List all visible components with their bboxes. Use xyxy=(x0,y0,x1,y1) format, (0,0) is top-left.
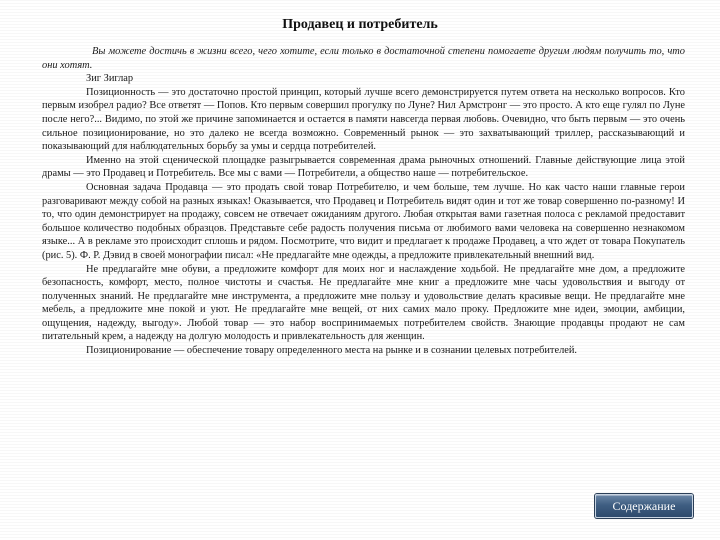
paragraph: Зиг Зиглар xyxy=(86,73,134,85)
paragraph: Именно на этой сценической площадке разыгрывается современная драма рыночных отношений. Главные действующие лица этой драмы — это Продавец и Потребитель. Все мы с вами — Потребители, а общество наше — потребительское. xyxy=(42,154,685,180)
paragraph: Позиционирование — обеспечение товару определенного места на рынке и в сознании целевых потребителей. xyxy=(86,345,578,357)
body-text xyxy=(42,45,685,358)
page-title: Продавец и потребитель xyxy=(282,17,438,32)
contents-button[interactable]: Содержание xyxy=(595,494,693,518)
paragraph: Позиционность — это достаточно простой принцип, который лучше всего демонстрируется путем ответа на несколько вопросов. Кто первым изобрел радио? Все ответят — Попов. Кто первым совершил прогулку по Луне? Нил Армстронг — это просто. А кто еще гулял по Луне после него?... Видимо, по этой же причине запоминается и остается в памяти навсегда первая любовь. Очевидно, что быть первым — это очень сильное позиционирование, но это далеко не всегда возможно. Современный рынок — это захватывающий триллер, рассказывающий и показывающий для наблюдательных борьбу за умы и сердца потребителей. xyxy=(42,86,685,153)
paragraph: Не предлагайте мне обуви, а предложите комфорт для моих ног и наслаждение ходьбой. Не предлагайте мне дом, а предложите безопасность, комфорт, место, полное чистоты и счастья. Не предлагайте мне книг а предложите мне часы удовольствия и выгоду от полученных знаний. Не предлагайте мне инструмента, а предложите мне пользу и удовольствие делать красивые вещи. Не предлагайте мне мебель, а предложите мне покой и уют. Не предлагайте мне вещей, от них самих мало проку. Предложите мне идеи, эмоции, амбиции, ощущения, надежду, выгоду». Любой товар — это набор воспринимаемых потребителем свойств. Знающие продавцы продают не сам питательный крем, а надежду на долгую молодость и привлекательность для женщин. xyxy=(42,263,685,343)
paragraph: Основная задача Продавца — это продать свой товар Потребителю, и чем больше, тем лучше. Но как часто наши главные герои разговаривают между собой на разных языках! Оказывается, что Продавец и Потребитель видят один и тот же товар совершенно по-разному! И то, что один демонстрирует на продажу, совсем не отвечает ожиданиям другого. Любая открытая вами газетная полоса с рекламой предоставит большое количество подобных образцов. Представьте себе радость получения письма от любимого вами человека на совершенно незнакомом языке... А в рекламе это происходит сплошь и рядом. Посмотрите, что видит и предлагает к продаже Продавец, а что ждет от товара Покупатель (рис. 5). Ф. Р. Дэвид в своей монографии писал: «Не предлагайте мне одежды, а предложите привлекательный внешний вид. xyxy=(42,181,685,261)
paragraph: Вы можете достичь в жизни всего, чего хотите, если только в достаточной степени помогаете другим людям получить то, что они хотят. xyxy=(42,46,685,71)
